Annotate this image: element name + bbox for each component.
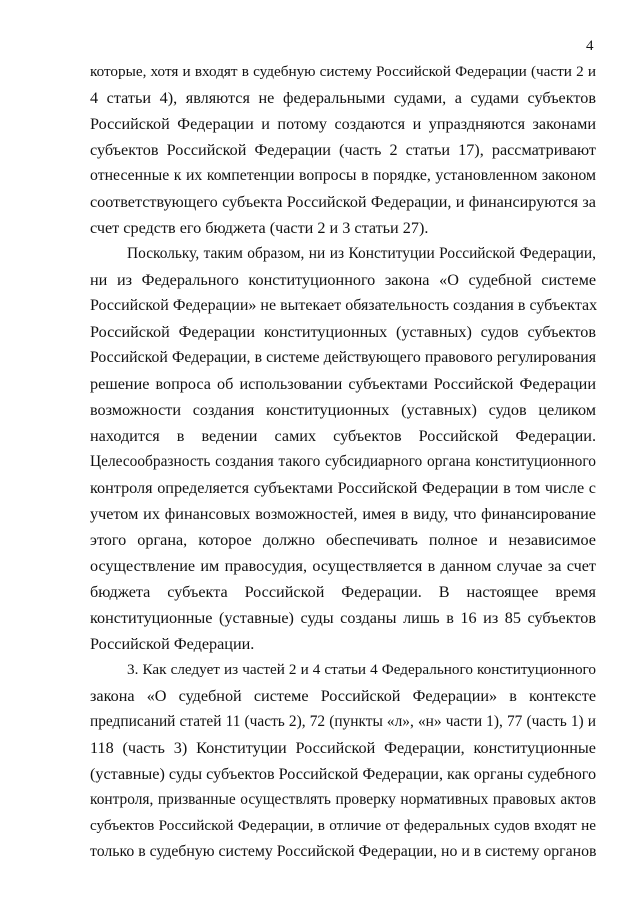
text-line: которые, хотя и входят в судебную систему Российской Федерации (части 2 и [90,63,596,80]
text-line: бюджета субъекта Российской Федерации. В настоящее время [90,583,596,601]
text-line: конституционные (уставные) суды созданы лишь в 16 из 85 субъектов [90,609,596,627]
text-line: соответствующего субъекта Российской Федерации, и финансируются за [90,193,596,211]
text-line: возможности создания конституционных (уставных) судов целиком [90,401,596,419]
text-line: 118 (часть 3) Конституции Российской Федерации, конституционные [90,739,596,757]
text-line: Российской Федерации и потому создаются и упраздняются законами [90,115,596,133]
text-line: предписаний статей 11 (часть 2), 72 (пункты «л», «н» части 1), 77 (часть 1) и [90,713,596,730]
text-line: только в судебную систему Российской Федерации, но и в систему органов [90,843,597,860]
text-line: Российской Федерации» не вытекает обязательность создания в субъектах [90,297,598,314]
text-line: контроля, призванные осуществлять проверку нормативных правовых актов [90,791,596,808]
text-line: осуществление им правосудия, осуществляется в данном случае за счет [90,557,596,575]
text-line: решение вопроса об использовании субъектами Российской Федерации [90,375,596,393]
text-line: отнесенные к их компетенции вопросы в порядке, установленном законом [90,167,596,184]
text-line: этого органа, которое должно обеспечивать полное и независимое [90,531,596,549]
text-line: Российской Федерации. [90,635,255,653]
text-line: Российской Федерации, в системе действующего правового регулирования [90,349,596,366]
text-line: счет средств его бюджета (части 2 и 3 статьи 27). [90,219,429,237]
page-number: 4 [586,38,594,54]
text-line: субъектов Российской Федерации (часть 2 статьи 17), рассматривают [90,141,596,159]
text-line: закона «О судебной системе Российской Федерации» в контексте [90,687,596,705]
text-line: учетом их финансовых возможностей, имея в виду, что финансирование [90,505,596,523]
text-line: 4 статьи 4), являются не федеральными судами, а судами субъектов [90,89,596,107]
text-line: субъектов Российской Федерации, в отличие от федеральных судов входят не [90,817,596,834]
text-line: Российской Федерации конституционных (уставных) судов субъектов [90,323,596,341]
text-line: Целесообразность создания такого субсидиарного органа конституционного [90,453,596,470]
text-line: 3. Как следует из частей 2 и 4 статьи 4 Федерального конституционного [127,661,596,678]
text-line: контроля определяется субъектами Российской Федерации в том числе с [90,479,596,497]
text-line: находится в ведении самих субъектов Российской Федерации. [90,427,596,445]
text-line: (уставные) суды субъектов Российской Федерации, как органы судебного [90,765,597,783]
text-line: Поскольку, таким образом, ни из Конституции Российской Федерации, [127,245,596,262]
text-line: ни из Федерального конституционного закона «О судебной системе [90,271,596,289]
